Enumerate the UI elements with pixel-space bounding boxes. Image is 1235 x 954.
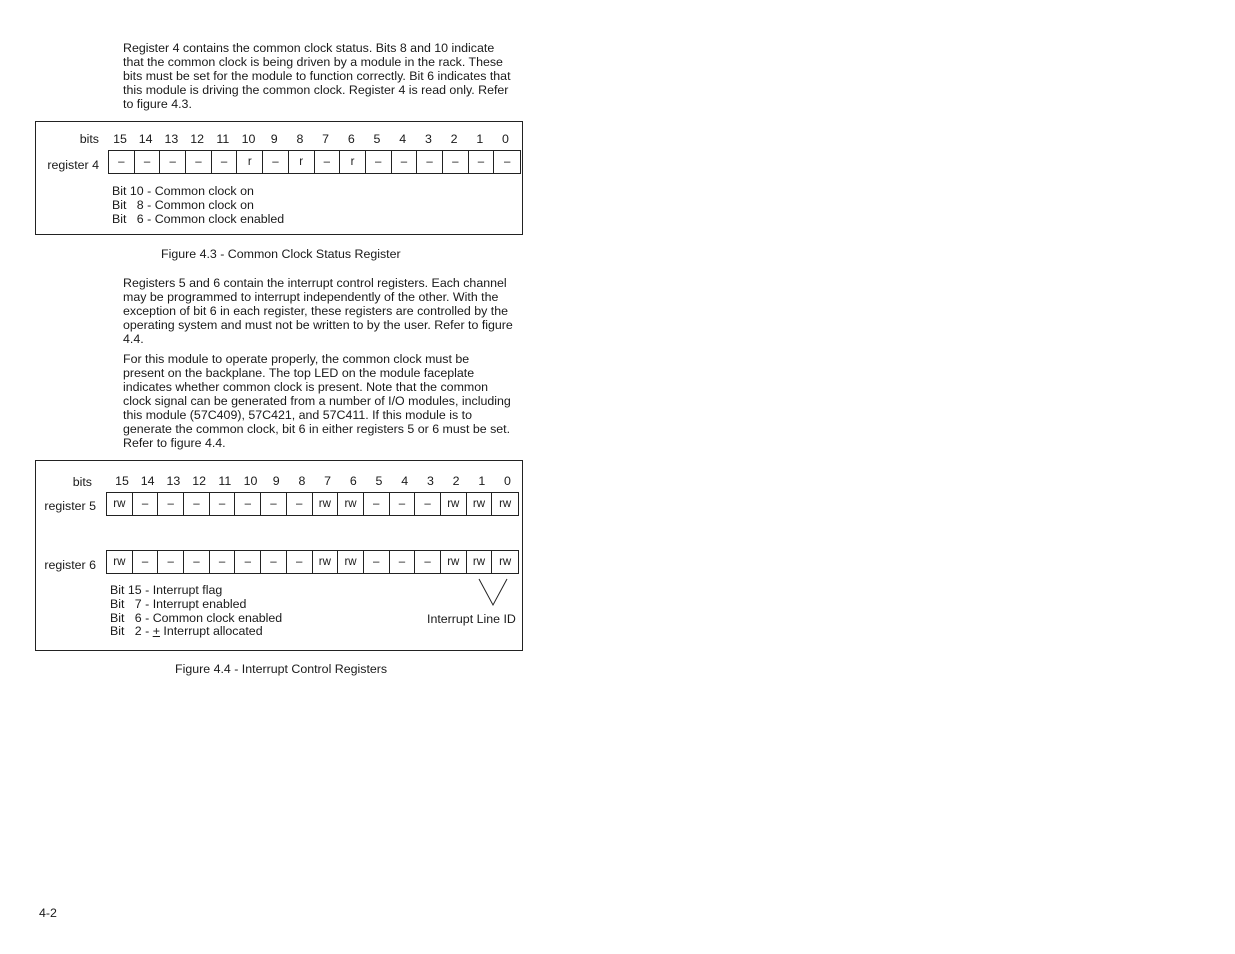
register-cell: r xyxy=(237,151,263,173)
register-cell: – xyxy=(210,493,236,515)
bit-number: 12 xyxy=(192,474,206,488)
register-cell: rw xyxy=(107,493,133,515)
register-cell: rw xyxy=(338,493,364,515)
page-number: 4-2 xyxy=(39,906,57,920)
register-cell: – xyxy=(364,551,390,573)
register-cell: – xyxy=(263,151,289,173)
register-cell: – xyxy=(415,551,441,573)
bit-number: 15 xyxy=(115,474,129,488)
register-cell: – xyxy=(443,151,469,173)
register-cell: – xyxy=(503,156,511,168)
bit-number: 7 xyxy=(324,474,332,488)
register-cell: – xyxy=(390,551,416,573)
bit-number: 4 xyxy=(401,474,409,488)
register-cell: rw xyxy=(441,551,467,573)
bit-number: 2 xyxy=(450,132,458,146)
paragraph-common-clock: For this module to operate properly, the common clock must be present on the backplane. The top LED on the module faceplate indicates whether common clock is present. Note that the common clock signal can be generated from a number of I/O modules, including this module (57C409), 57C421, and 57C411. If this module is to generate the common clock, bit 6 in either registers 5 or 6 must be set. Refer to figure 4.4. xyxy=(123,352,511,450)
register-cell: – xyxy=(212,151,238,173)
bit-number: 11 xyxy=(216,132,230,146)
bit-number: 9 xyxy=(272,474,280,488)
register-cell: – xyxy=(417,151,443,173)
bit-number: 10 xyxy=(241,132,256,146)
register-cell: – xyxy=(133,493,159,515)
register-cell: – xyxy=(158,551,184,573)
register-cell: – xyxy=(287,551,313,573)
bit-number: 0 xyxy=(502,132,509,146)
bit-number: 10 xyxy=(243,474,258,488)
note-bit-15: Bit 15 - Interrupt flag xyxy=(110,583,223,597)
note-bit-7: Bit 7 - Interrupt enabled xyxy=(110,596,247,611)
register-cell: r xyxy=(289,151,315,173)
bits-label: bits xyxy=(79,132,99,146)
register-cell: – xyxy=(210,551,236,573)
register-5-cells xyxy=(106,492,519,516)
register-cell: – xyxy=(261,551,287,573)
figure-4-4-box xyxy=(35,460,523,651)
figure-4-3-box xyxy=(35,121,523,235)
bit-number: 7 xyxy=(322,132,330,146)
register-cell: – xyxy=(184,493,210,515)
bit-number: 8 xyxy=(296,132,304,146)
register-cell: – xyxy=(109,151,135,173)
bit-number: 13 xyxy=(164,132,179,146)
register-4-label: register 4 xyxy=(47,158,99,172)
bit-number: 1 xyxy=(476,132,484,146)
bits-label: bits xyxy=(72,475,92,489)
register-cell: – xyxy=(261,493,287,515)
register-cell: – xyxy=(392,151,418,173)
note-bit-10: Bit 10 - Common clock on xyxy=(112,184,254,198)
register-cell: rw xyxy=(313,551,339,573)
register-cell: rw xyxy=(467,493,493,515)
register-cell: rw xyxy=(107,551,133,573)
interrupt-line-bracket xyxy=(476,578,512,608)
register-cell: – xyxy=(235,493,261,515)
note-bit-8: Bit 8 - Common clock on xyxy=(112,197,254,212)
register-cell: – xyxy=(133,551,159,573)
register-cell: – xyxy=(469,151,495,173)
note-bit-2: Bit 2 - + Interrupt allocated xyxy=(110,624,263,639)
bit-number: 6 xyxy=(349,474,357,488)
register-cell: – xyxy=(160,151,186,173)
bit-number: 3 xyxy=(424,132,432,146)
bit-number: 0 xyxy=(504,474,511,488)
register-cell: – xyxy=(390,493,416,515)
interrupt-notes xyxy=(110,584,282,639)
register-cell: r xyxy=(340,151,366,173)
register-4-cells xyxy=(108,150,521,174)
figure-4-3-caption: Figure 4.3 - Common Clock Status Register xyxy=(161,247,401,261)
interrupt-line-id-label: Interrupt Line ID xyxy=(427,612,516,626)
register-cell: rw xyxy=(338,551,364,573)
register-4-notes xyxy=(112,185,284,226)
bit-number: 14 xyxy=(140,474,155,488)
bit-number: 4 xyxy=(399,132,407,146)
bit-number: 12 xyxy=(190,132,204,146)
register-cell: – xyxy=(235,551,261,573)
bit-number: 14 xyxy=(138,132,153,146)
register-cell: – xyxy=(158,493,184,515)
register-cell: – xyxy=(415,493,441,515)
register-cell: – xyxy=(186,151,212,173)
register-6-label: register 6 xyxy=(44,558,96,572)
bit-number: 15 xyxy=(113,132,127,146)
register-cell: – xyxy=(364,493,390,515)
bit-number: 1 xyxy=(478,474,486,488)
bit-number: 6 xyxy=(347,132,355,146)
register-cell: – xyxy=(135,151,161,173)
note-bit-6: Bit 6 - Common clock enabled xyxy=(112,211,285,226)
register-cell: – xyxy=(366,151,392,173)
bit-number: 5 xyxy=(375,474,383,488)
register-cell: – xyxy=(184,551,210,573)
paragraph-register4-intro: Register 4 contains the common clock status. Bits 8 and 10 indicate that the common clock is being driven by a module in the rack. These bits must be set for the module to function correctly. Bit 6 indicates that this module is driving the common clock. Register 4 is read only. Refer to figure 4.3. xyxy=(123,41,511,111)
bit-number: 3 xyxy=(426,474,434,488)
register-cell: rw xyxy=(441,493,467,515)
register-cell: rw xyxy=(499,556,512,568)
bit-number: 11 xyxy=(218,474,232,488)
figure-4-4-caption: Figure 4.4 - Interrupt Control Registers xyxy=(175,662,388,676)
bit-number: 2 xyxy=(452,474,460,488)
plus-minus-sign: + xyxy=(152,624,160,639)
bit-number: 5 xyxy=(373,132,381,146)
register-cell: rw xyxy=(499,498,512,510)
register-cell: – xyxy=(287,493,313,515)
bit-number: 9 xyxy=(270,132,278,146)
register-6-cells xyxy=(106,550,519,574)
paragraph-interrupt-registers: Registers 5 and 6 contain the interrupt control registers. Each channel may be programmed to interrupt independently of the other. With the exception of bit 6 in each register, these registers are controlled by the operating system and must not be written to by the user. Refer to figure 4.4. xyxy=(123,276,513,346)
bit-number: 8 xyxy=(298,474,306,488)
register-cell: rw xyxy=(467,551,493,573)
note-bit-6: Bit 6 - Common clock enabled xyxy=(110,610,283,625)
register-cell: – xyxy=(315,151,341,173)
register-cell: rw xyxy=(313,493,339,515)
register-5-label: register 5 xyxy=(44,499,96,513)
bit-number: 13 xyxy=(166,474,181,488)
